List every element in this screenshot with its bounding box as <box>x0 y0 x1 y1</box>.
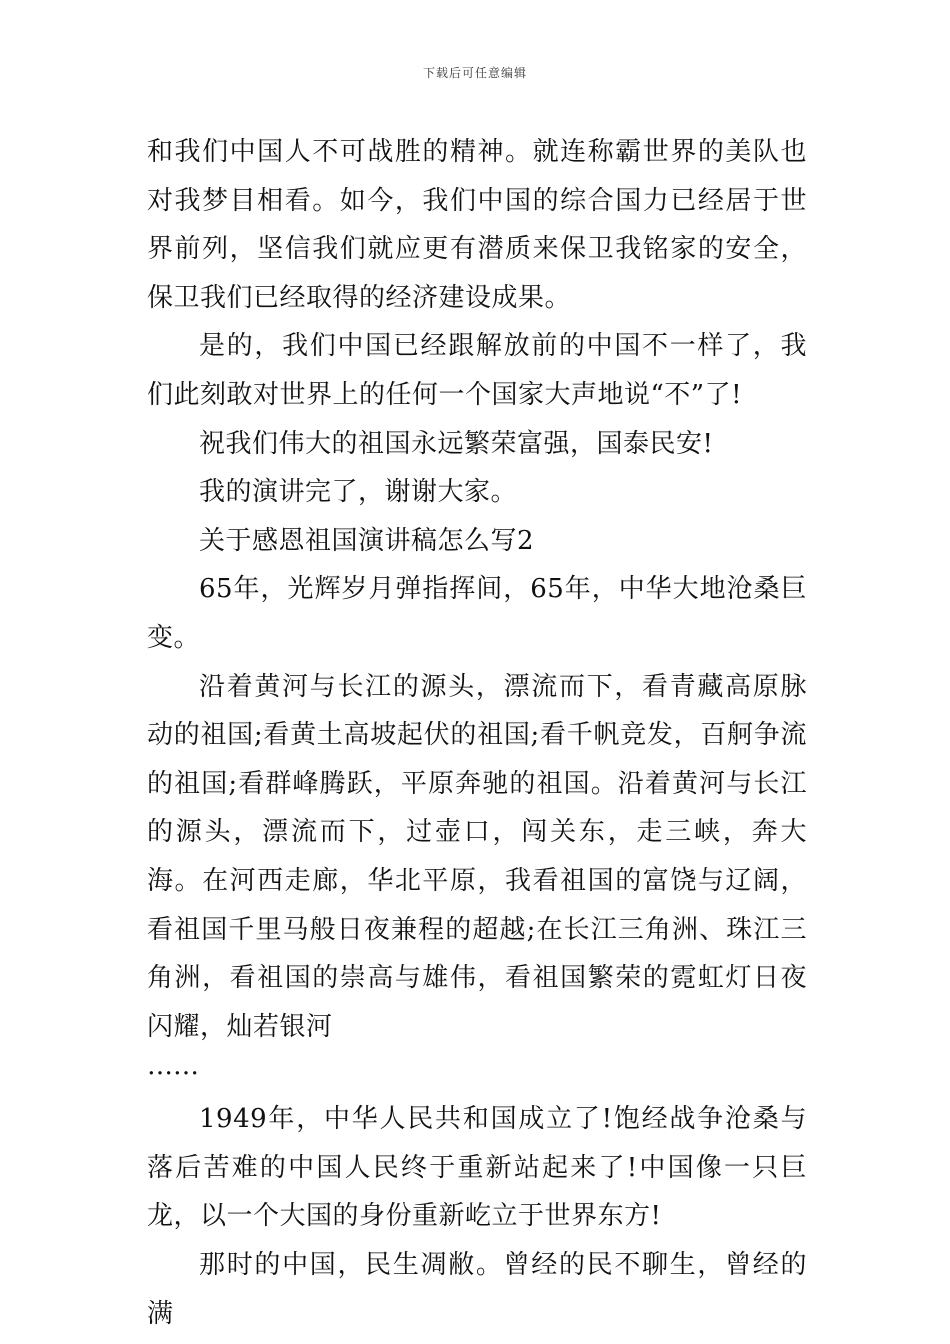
ellipsis: …… <box>147 1051 199 1082</box>
section-heading: 关于感恩祖国演讲稿怎么写2 <box>199 525 535 556</box>
paragraph-3: 祝我们伟大的祖国永远繁荣富强，国泰民安! <box>199 428 714 459</box>
paragraph-7: 1949年，中华人民共和国成立了!饱经战争沧桑与落后苦难的中国人民终于重新站起来了!中国像一只巨龙，以一个大国的身份重新屹立于世界东方! <box>147 1104 807 1232</box>
paragraph-6-block <box>147 663 807 1082</box>
paragraph-2: 是的，我们中国已经跟解放前的中国不一样了，我们此刻敢对世界上的任何一个国家大声地说“不”了! <box>147 331 807 410</box>
paragraph-5: 65年，光辉岁月弹指挥间，65年，中华大地沧桑巨变。 <box>147 574 807 653</box>
page-header: 下载后可任意编辑 <box>422 66 527 80</box>
paragraph-6: 沿着黄河与长江的源头，漂流而下，看青藏高原脉动的祖国;看黄土高坡起伏的祖国;看千帆竞发，百舸争流的祖国;看群峰腾跃，平原奔驰的祖国。沿着黄河与长江的源头，漂流而下，过壶口，闯关东，走三峡，奔大海。在河西走廊，华北平原，我看祖国的富饶与辽阔，看祖国千里马般日夜兼程的超越;在长江三角洲、珠江三角洲，看祖国的崇高与雄伟，看祖国繁荣的霓虹灯日夜闪耀，灿若银河 <box>147 671 807 1042</box>
document-body <box>147 128 807 1338</box>
paragraph-8: 那时的中国，民生凋敝。曾经的民不聊生，曾经的满 <box>147 1250 807 1329</box>
paragraph-4: 我的演讲完了，谢谢大家。 <box>199 477 518 508</box>
paragraph-1: 和我们中国人不可战胜的精神。就连称霸世界的美队也对我梦目相看。如今，我们中国的综合国力已经居于世界前列，坚信我们就应更有潜质来保卫我铭家的安全，保卫我们已经取得的经济建设成果。 <box>147 137 807 313</box>
